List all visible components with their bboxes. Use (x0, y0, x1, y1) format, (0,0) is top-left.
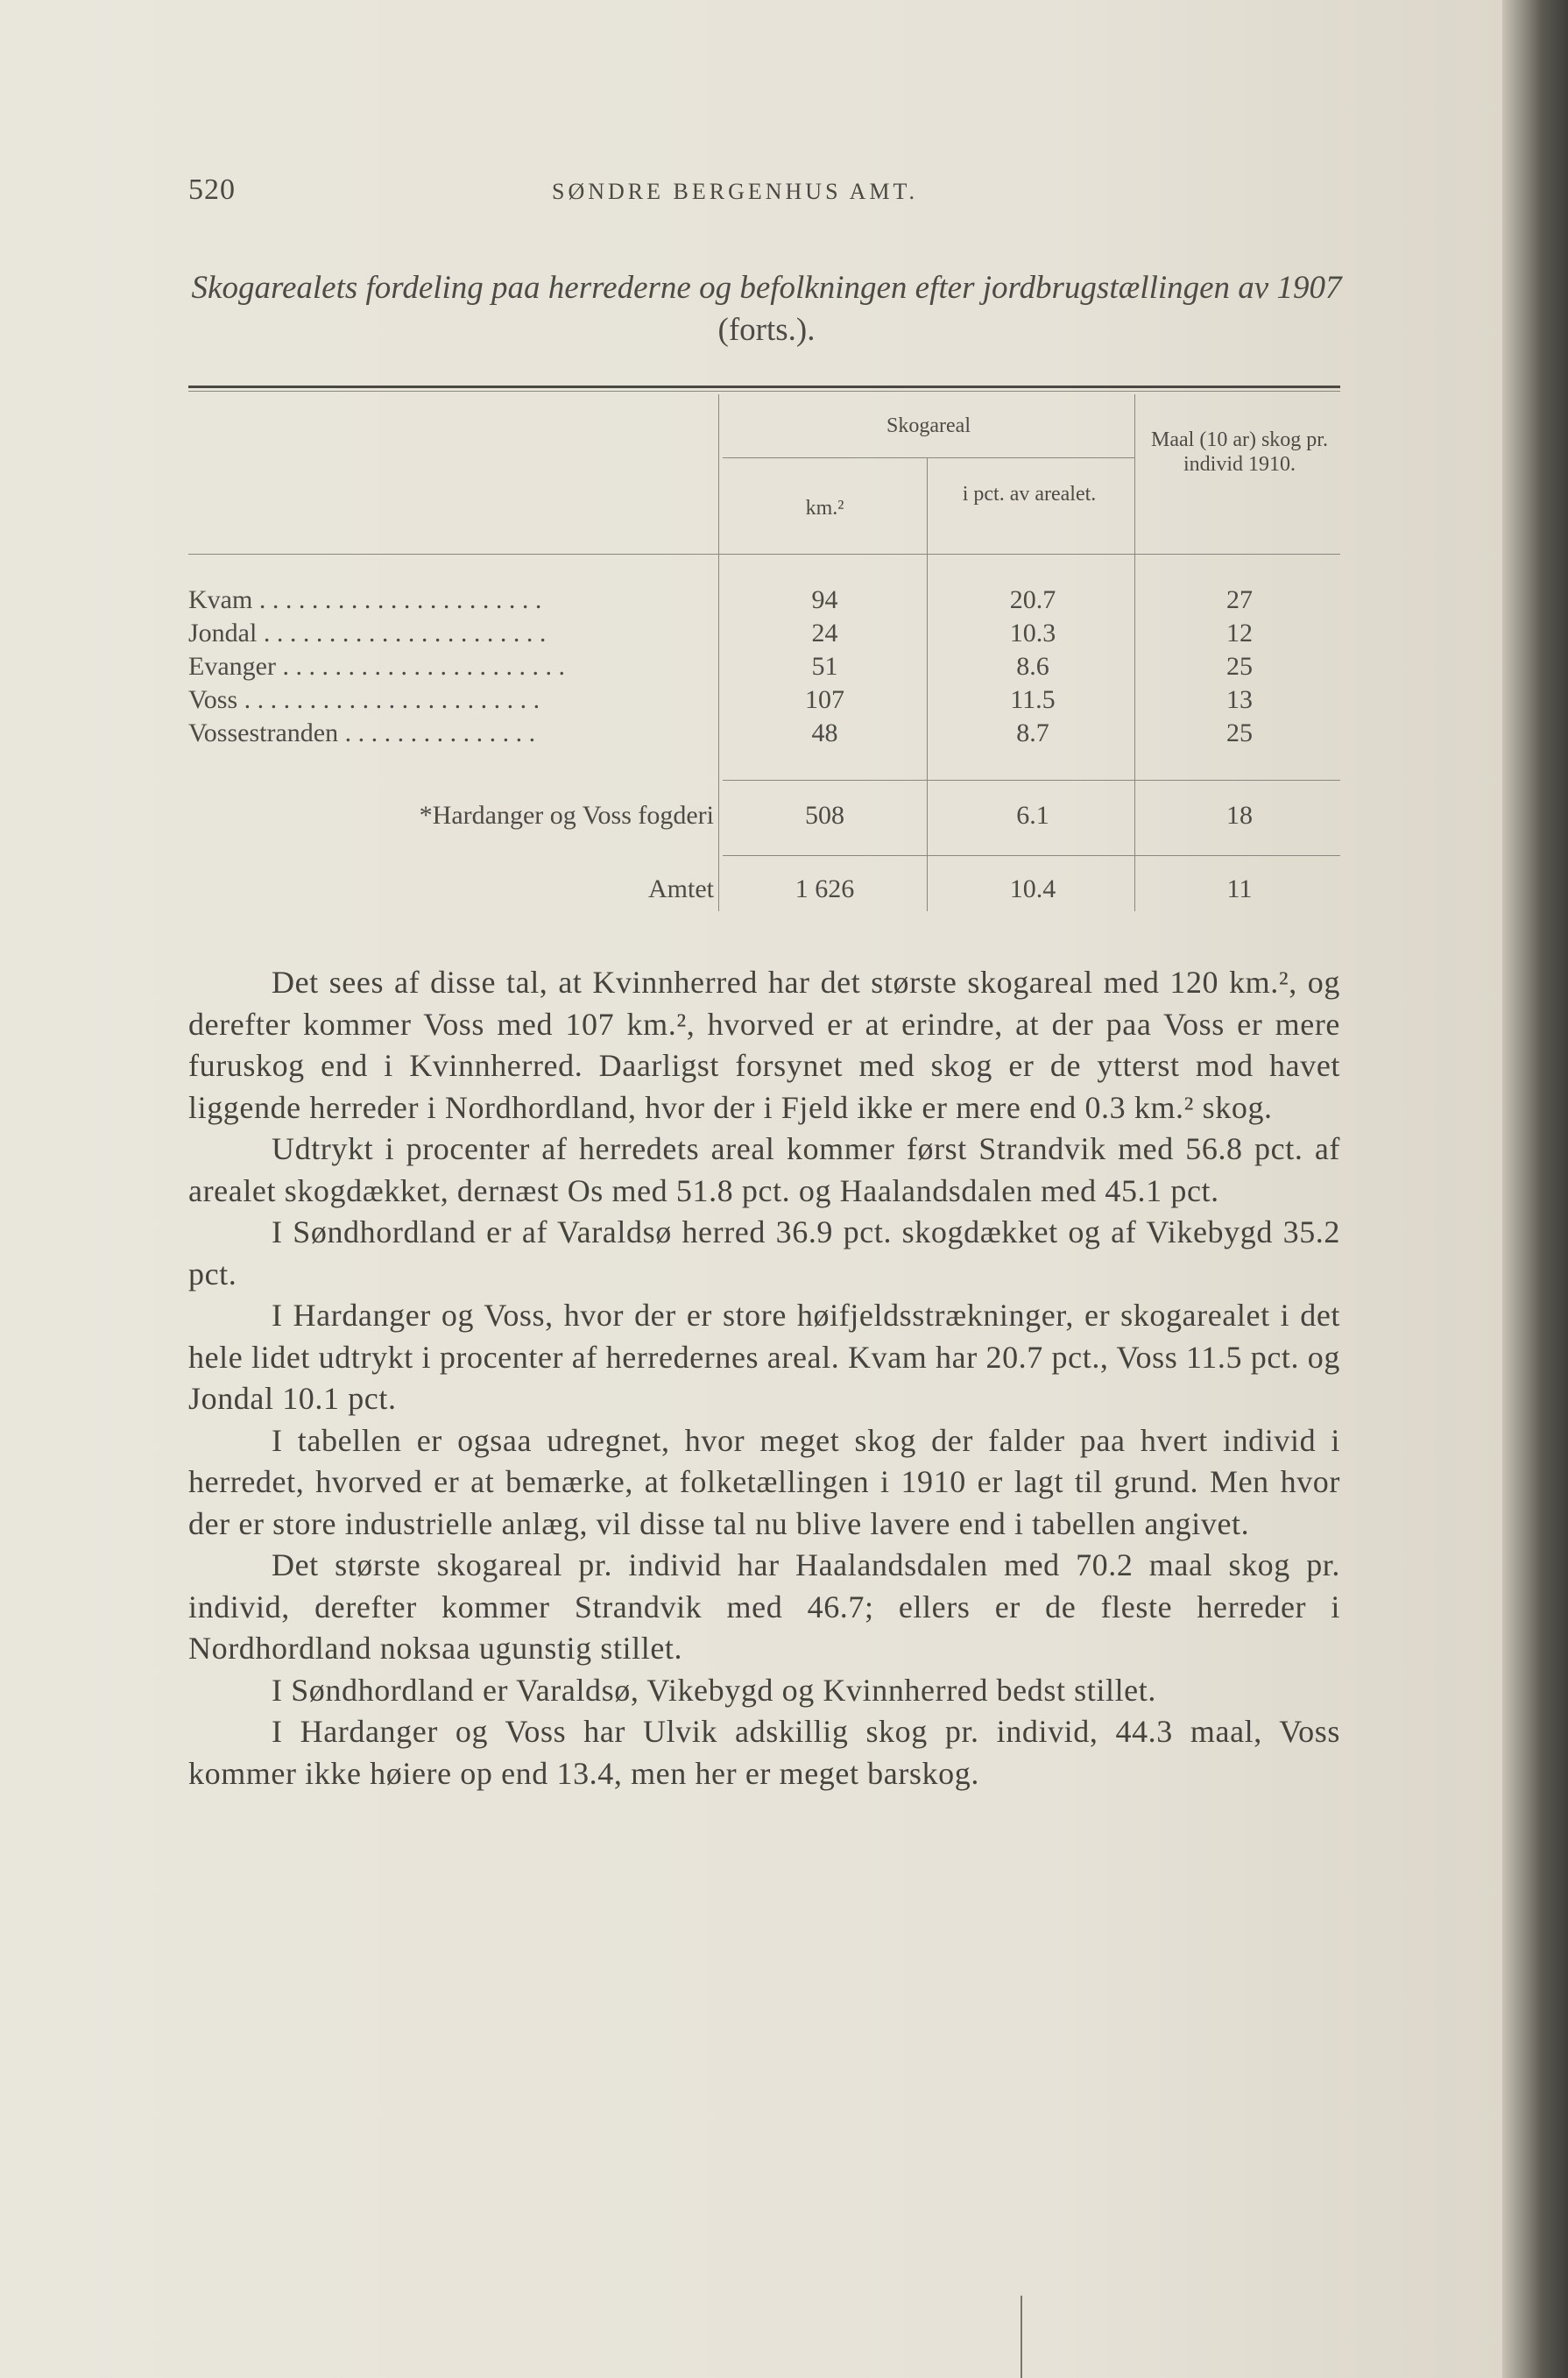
body-text (188, 962, 1340, 1794)
cell-pct: 6.1 (1016, 801, 1049, 830)
running-title: SØNDRE BERGENHUS AMT. (552, 179, 918, 204)
header-bottom-rule (188, 554, 1340, 555)
paragraph: I Hardanger og Voss, hvor der er store høifjeldsstrækninger, er skogarealet i det hele lidet udtrykt i procenter af herredernes areal. Kvam har 20.7 pct., Voss 11.5 pct. og Jondal 10.1 pct. (188, 1298, 1340, 1416)
paragraph: Udtrykt i procenter af herredets areal kommer først Strandvik med 56.8 pct. af arealet skogdækket, dernæst Os med 51.8 pct. og Haalandsdalen med 45.1 pct. (188, 1131, 1340, 1208)
cell-km: 1 626 (795, 874, 855, 903)
cell-maal: 27 (1226, 585, 1253, 614)
cell-km: 107 (805, 685, 844, 714)
header-maal: Maal (10 ar) skog pr. individ 1910. (1151, 428, 1328, 476)
cell-maal: 18 (1226, 801, 1253, 830)
fogderi-top-rule (723, 780, 1340, 781)
cell-km: 48 (811, 718, 838, 747)
col-divider-3 (1134, 394, 1135, 911)
table-caption (188, 267, 1345, 351)
cell-km: 508 (805, 801, 844, 830)
paragraph: I Søndhordland er af Varaldsø herred 36.9 pct. skogdækket og af Vikebygd 35.2 pct. (188, 1214, 1340, 1292)
table-top-rule-thin (188, 391, 1340, 392)
row-label-jondal: Jondal . . . . . . . . . . . . . . . . . . . . . . (188, 619, 547, 648)
paragraph: Det største skogareal pr. individ har Haalandsdalen med 70.2 maal skog pr. individ, derefter kommer Strandvik med 46.7; ellers er de fleste herreder i Nordhordland noksaa ugunstig stillet. (188, 1547, 1340, 1666)
cell-pct: 10.4 (1009, 874, 1056, 903)
cell-pct: 8.6 (1016, 652, 1049, 681)
cell-maal: 25 (1226, 718, 1253, 747)
cell-maal: 12 (1226, 619, 1253, 648)
col-divider-2 (927, 457, 928, 911)
page-edge-mark (1021, 2296, 1022, 2378)
fogderi-label: *Hardanger og Voss fogderi (419, 801, 714, 830)
header-skogareal: Skogareal (886, 414, 971, 437)
row-label-evanger: Evanger . . . . . . . . . . . . . . . . . . . . . . (188, 652, 565, 681)
page-number: 520 (188, 173, 236, 206)
cell-maal: 13 (1226, 685, 1253, 714)
amtet-top-rule (723, 855, 1340, 856)
paragraph: I Hardanger og Voss har Ulvik adskillig skog pr. individ, 44.3 maal, Voss kommer ikke høiere op end 13.4, men her er meget barskog. (188, 1714, 1340, 1791)
cell-pct: 10.3 (1009, 619, 1056, 648)
row-label-kvam: Kvam . . . . . . . . . . . . . . . . . . . . . . (188, 585, 542, 614)
table-top-rule (188, 386, 1340, 388)
header-km: km.² (805, 497, 844, 520)
cell-km: 94 (811, 585, 838, 614)
col-divider-1 (718, 394, 719, 911)
cell-pct: 11.5 (1010, 685, 1056, 714)
caption-suffix: (forts.). (717, 312, 816, 348)
book-binding (1502, 0, 1568, 2378)
caption-title: Skogarealets fordeling paa herrederne og befolkningen efter jordbrugstællingen av 1907 (191, 270, 1342, 306)
cell-km: 24 (811, 619, 838, 648)
header-sub-rule (723, 457, 1134, 458)
row-label-vossestranden: Vossestranden . . . . . . . . . . . . . . . (188, 718, 536, 747)
cell-pct: 8.7 (1016, 718, 1049, 747)
row-label-voss: Voss . . . . . . . . . . . . . . . . . . . . . . . (188, 685, 540, 714)
cell-km: 51 (811, 652, 838, 681)
paragraph: Det sees af disse tal, at Kvinnherred har det største skogareal med 120 km.², og derefter kommer Voss med 107 km.², hvorved er at erindre, at der paa Voss er mere furuskog end i Kvinnherred. Daarligst forsynet med skog er de ytterst mod havet liggende herreder i Nordhordland, hvor der i Fjeld ikke er mere end 0.3 km.² skog. (188, 965, 1340, 1125)
paragraph: I tabellen er ogsaa udregnet, hvor meget skog der falder paa hvert individ i herredet, hvorved er at bemærke, at folketællingen i 1910 er lagt til grund. Men hvor der er store industrielle anlæg, vil disse tal nu blive lavere end i tabellen angivet. (188, 1422, 1340, 1541)
page-header (0, 173, 1502, 217)
amtet-label: Amtet (648, 874, 714, 903)
paragraph: I Søndhordland er Varaldsø, Vikebygd og Kvinnherred bedst stillet. (272, 1672, 1156, 1708)
cell-maal: 25 (1226, 652, 1253, 681)
cell-pct: 20.7 (1009, 585, 1056, 614)
header-pct: i pct. av arealet. (962, 483, 1097, 506)
cell-maal: 11 (1226, 874, 1253, 903)
forest-table (188, 394, 1340, 911)
